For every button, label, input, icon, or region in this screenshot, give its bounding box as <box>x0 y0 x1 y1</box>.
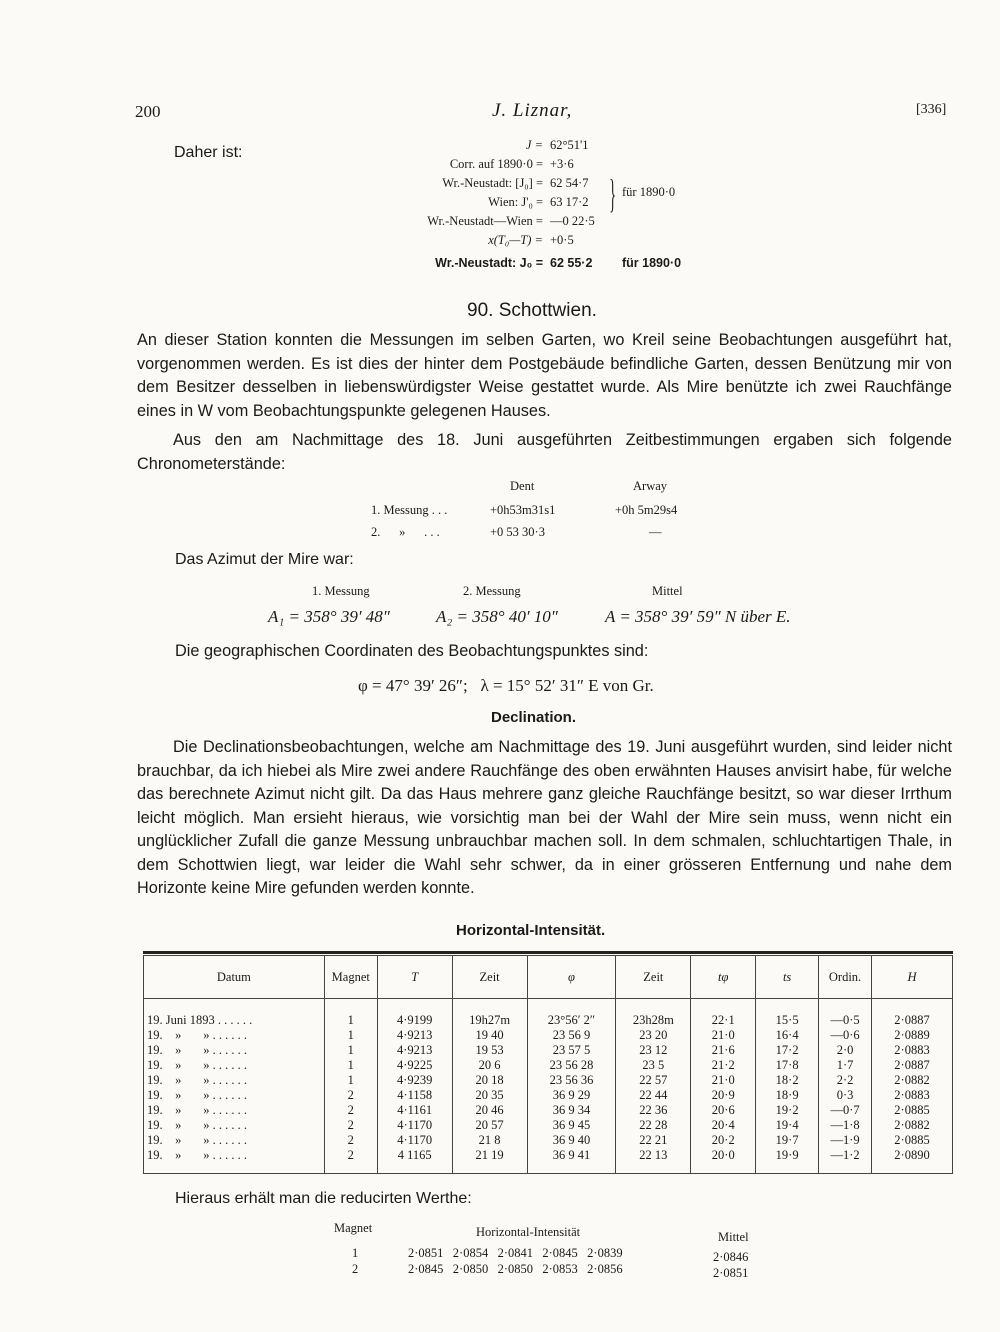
header-zeit: Zeit <box>452 956 527 999</box>
cell-t: 4·1170 <box>377 1118 452 1133</box>
chrono-row-label: 2. » . . . <box>371 525 440 539</box>
header-zeit-2: Zeit <box>616 956 691 999</box>
cell-t-phi: 21·6 <box>691 1043 756 1058</box>
cell-zeit-2: 22 36 <box>616 1103 691 1118</box>
cell-magnet: 1 <box>324 999 377 1029</box>
cell-t: 4 1165 <box>377 1148 452 1174</box>
incl-label: J = <box>525 138 543 152</box>
cell-magnet: 2 <box>324 1118 377 1133</box>
cell-ordin: —0·7 <box>819 1103 872 1118</box>
azimuth-value-2: A₂ = 358° 40′ 10″ <box>436 607 558 626</box>
cell-h: 2·0887 <box>872 1058 953 1073</box>
table-row <box>144 1043 953 1058</box>
reduced-row-mittel: 2·0851 <box>713 1266 749 1280</box>
section-heading: 90. Schottwien. <box>467 300 597 321</box>
cell-t-s: 17·2 <box>756 1043 819 1058</box>
incl-label: Wien: J'₀ = <box>488 195 543 209</box>
cell-h: 2·0889 <box>872 1028 953 1043</box>
azimuth-h3: Mittel <box>652 584 683 598</box>
section-paragraph-1: An dieser Station konnten die Messungen im selben Garten, wo Kreil seine Beobachtungen ausgeführt hat, vorgenommen werden. Es ist dies der hinter dem Postgebäude befindliche Garten, dessen Benützung mir von dem Besitzer desselben in liebenswürdigster Weise gestattet wurde. Als Mire benützte ich zwei Rauchfänge eines in W vom Beobachtungspunkte gelegenen Hauses. <box>137 331 952 420</box>
reduced-h-intens: Horizontal-Intensität <box>476 1225 581 1239</box>
cell-magnet: 1 <box>324 1043 377 1058</box>
reduced-intro: Hieraus erhält man die reducirten Werthe: <box>175 1190 472 1207</box>
cell-zeit-2: 22 44 <box>616 1088 691 1103</box>
azimuth-value-1: A₁ = 358° 39′ 48″ <box>268 607 390 626</box>
incl-label: Wr.-Neustadt—Wien = <box>427 214 543 228</box>
cell-phi: 36 9 41 <box>527 1148 616 1174</box>
cell-t: 4·1161 <box>377 1103 452 1118</box>
cell-magnet: 1 <box>324 1028 377 1043</box>
header-t-s: ts <box>756 956 819 999</box>
cell-magnet: 2 <box>324 1148 377 1174</box>
incl-value: 62 54·7 <box>550 176 589 190</box>
cell-zeit-2: 23h28m <box>616 999 691 1029</box>
cell-ordin: 0·3 <box>819 1088 872 1103</box>
cell-zeit-2: 22 57 <box>616 1073 691 1088</box>
azimuth-h1: 1. Messung <box>312 584 370 598</box>
header-h: H <box>872 956 953 999</box>
cell-datum: 19. » » . . . . . . <box>144 1043 325 1058</box>
cell-h: 2·0882 <box>872 1073 953 1088</box>
chrono-row-arway: — <box>649 525 662 539</box>
cell-phi: 23 56 36 <box>527 1073 616 1088</box>
incl-value: +3·6 <box>550 157 574 171</box>
cell-t-s: 19·2 <box>756 1103 819 1118</box>
cell-t-phi: 20·2 <box>691 1133 756 1148</box>
header-datum: Datum <box>144 956 325 999</box>
incl-label: Wr.-Neustadt: [J₀] = <box>442 176 543 190</box>
table-body <box>144 999 953 1174</box>
cell-t-phi: 20·0 <box>691 1148 756 1174</box>
header-t: T <box>377 956 452 999</box>
cell-t-phi: 21·0 <box>691 1028 756 1043</box>
table-row <box>144 1118 953 1133</box>
cell-t-s: 18·2 <box>756 1073 819 1088</box>
cell-t-s: 19·4 <box>756 1118 819 1133</box>
cell-zeit: 19h27m <box>452 999 527 1029</box>
cell-datum: 19. » » . . . . . . <box>144 1088 325 1103</box>
chrono-row-arway: +0h 5m29s4 <box>615 503 678 517</box>
incl-value: +0·5 <box>550 233 574 247</box>
cell-phi: 36 9 45 <box>527 1118 616 1133</box>
cell-h: 2·0885 <box>872 1133 953 1148</box>
table-row <box>144 1148 953 1174</box>
chrono-row-dent: +0h53m31s1 <box>490 503 556 517</box>
cell-zeit-2: 23 5 <box>616 1058 691 1073</box>
cell-h: 2·0885 <box>872 1103 953 1118</box>
cell-ordin: 2·0 <box>819 1043 872 1058</box>
cell-zeit-2: 22 13 <box>616 1148 691 1174</box>
cell-phi: 23 56 9 <box>527 1028 616 1043</box>
cell-magnet: 1 <box>324 1073 377 1088</box>
cell-t: 4·9225 <box>377 1058 452 1073</box>
table-row <box>144 1133 953 1148</box>
result-label: Wr.-Neustadt: J₀ = <box>435 256 543 270</box>
cell-h: 2·0883 <box>872 1043 953 1058</box>
table-header-row <box>144 956 953 999</box>
declination-paragraph: Die Declinationsbeobachtungen, welche am Nachmittage des 19. Juni ausgeführt wurden, sind leider nicht brauchbar, da ich hiebei als Mire zwei andere Rauchfänge des oben erwähnten Hauses anvisirt habe, für welche das berechnete Azimut nicht gilt. Da das Haus mehrere ganz gleiche Rauchfänge besitzt, so war dieser Irrthum leicht möglich. Man ersieht hieraus, wie vorsichtig man bei der Wahl der Mire sein muss, wenn nicht ein unglücklicher Zufall die ganze Messung unbrauchbar machen soll. In dem schmalen, schluchtartigen Thale, in dem Schottwien liegt, war leider die Wahl sehr schwer, da in einer grösseren Entfernung und nahe dem Horizonte keine Mire gefunden werden konnte. <box>137 738 952 897</box>
table-row <box>144 1028 953 1043</box>
cell-datum: 19. » » . . . . . . <box>144 1058 325 1073</box>
reduced-row-values: 2·0845 2·0850 2·0850 2·0853 2·0856 <box>408 1262 623 1276</box>
cell-ordin: 2·2 <box>819 1073 872 1088</box>
cell-phi: 23 56 28 <box>527 1058 616 1073</box>
cell-t-s: 19·9 <box>756 1148 819 1174</box>
page-reference: [336] <box>916 102 947 117</box>
azimuth-value-mean: A = 358° 39′ 59″ N über E. <box>605 607 791 626</box>
header-phi: φ <box>527 956 616 999</box>
section-paragraph-2: Aus den am Nachmittage des 18. Juni ausgeführten Zeitbestimmungen ergaben sich folgende Chronometerstände: <box>137 431 952 473</box>
reduced-row-values: 2·0851 2·0854 2·0841 2·0845 2·0839 <box>408 1246 623 1260</box>
daher-ist-label: Daher ist: <box>174 144 243 161</box>
cell-ordin: —1·8 <box>819 1118 872 1133</box>
table-row <box>144 1058 953 1073</box>
reduced-h-magnet: Magnet <box>334 1221 373 1235</box>
cell-zeit: 21 8 <box>452 1133 527 1148</box>
cell-t-s: 18·9 <box>756 1088 819 1103</box>
cell-t-phi: 20·6 <box>691 1103 756 1118</box>
cell-t: 4·9199 <box>377 999 452 1029</box>
cell-zeit: 20 46 <box>452 1103 527 1118</box>
cell-t-phi: 21·0 <box>691 1073 756 1088</box>
cell-datum: 19. » » . . . . . . <box>144 1103 325 1118</box>
running-title: J. Liznar, <box>492 100 573 121</box>
cell-ordin: —1·9 <box>819 1133 872 1148</box>
table-top-rule <box>143 951 953 954</box>
cell-t-phi: 20·4 <box>691 1118 756 1133</box>
cell-zeit: 19 53 <box>452 1043 527 1058</box>
cell-t: 4·9213 <box>377 1028 452 1043</box>
result-note: für 1890·0 <box>622 256 682 270</box>
cell-t-s: 19·7 <box>756 1133 819 1148</box>
cell-t-s: 16·4 <box>756 1028 819 1043</box>
cell-ordin: —0·6 <box>819 1028 872 1043</box>
declination-heading: Declination. <box>491 709 577 726</box>
azimuth-h2: 2. Messung <box>463 584 521 598</box>
cell-t-phi: 22·1 <box>691 999 756 1029</box>
cell-t: 4·1158 <box>377 1088 452 1103</box>
cell-phi: 36 9 34 <box>527 1103 616 1118</box>
incl-label: Corr. auf 1890·0 = <box>449 157 543 171</box>
cell-phi: 23°56′ 2″ <box>527 999 616 1029</box>
cell-datum: 19. » » . . . . . . <box>144 1148 325 1174</box>
cell-h: 2·0887 <box>872 999 953 1029</box>
cell-zeit-2: 22 21 <box>616 1133 691 1148</box>
header-magnet: Magnet <box>324 956 377 999</box>
coords-value: φ = 47° 39′ 26″; λ = 15° 52′ 31″ E von Gr. <box>358 676 654 695</box>
reduced-row-mittel: 2·0846 <box>713 1250 749 1264</box>
table-row <box>144 1073 953 1088</box>
cell-magnet: 2 <box>324 1133 377 1148</box>
cell-ordin: —1·2 <box>819 1148 872 1174</box>
cell-zeit: 19 40 <box>452 1028 527 1043</box>
cell-zeit: 20 57 <box>452 1118 527 1133</box>
reduced-row-magnet: 2 <box>352 1262 359 1276</box>
cell-h: 2·0890 <box>872 1148 953 1174</box>
cell-t-phi: 20·9 <box>691 1088 756 1103</box>
header-t-phi: tφ <box>691 956 756 999</box>
chrono-row-label: 1. Messung . . . <box>371 503 448 517</box>
cell-zeit-2: 22 28 <box>616 1118 691 1133</box>
cell-magnet: 2 <box>324 1088 377 1103</box>
brace-note: für 1890·0 <box>622 185 676 199</box>
chrono-col-dent: Dent <box>510 479 535 493</box>
cell-t: 4·9239 <box>377 1073 452 1088</box>
cell-zeit: 21 19 <box>452 1148 527 1174</box>
cell-datum: 19. Juni 1893 . . . . . . <box>144 999 325 1029</box>
cell-ordin: 1·7 <box>819 1058 872 1073</box>
cell-zeit: 20 6 <box>452 1058 527 1073</box>
cell-h: 2·0883 <box>872 1088 953 1103</box>
chrono-row-dent: +0 53 30·3 <box>490 525 545 539</box>
header-ordin: Ordin. <box>819 956 872 999</box>
cell-phi: 36 9 29 <box>527 1088 616 1103</box>
chrono-col-arway: Arway <box>633 479 668 493</box>
cell-t-s: 15·5 <box>756 999 819 1029</box>
reduced-row-magnet: 1 <box>352 1246 359 1260</box>
result-value: 62 55·2 <box>550 256 593 270</box>
cell-t: 4·1170 <box>377 1133 452 1148</box>
cell-ordin: —0·5 <box>819 999 872 1029</box>
cell-zeit: 20 18 <box>452 1073 527 1088</box>
incl-label: x(T₀—T) = <box>488 233 543 247</box>
azimuth-intro: Das Azimut der Mire war: <box>175 551 354 568</box>
cell-t-phi: 21·2 <box>691 1058 756 1073</box>
cell-zeit-2: 23 20 <box>616 1028 691 1043</box>
table-row <box>144 1103 953 1118</box>
brace: } <box>609 171 616 216</box>
cell-datum: 19. » » . . . . . . <box>144 1073 325 1088</box>
reduced-h-mittel: Mittel <box>718 1230 749 1244</box>
incl-value: 62°51'1 <box>550 138 589 152</box>
incl-value: 63 17·2 <box>550 195 589 209</box>
table-row <box>144 999 953 1029</box>
cell-magnet: 2 <box>324 1103 377 1118</box>
cell-datum: 19. » » . . . . . . <box>144 1133 325 1148</box>
table-row <box>144 1088 953 1103</box>
cell-datum: 19. » » . . . . . . <box>144 1028 325 1043</box>
page-number: 200 <box>135 102 161 121</box>
cell-phi: 23 57 5 <box>527 1043 616 1058</box>
cell-datum: 19. » » . . . . . . <box>144 1118 325 1133</box>
cell-magnet: 1 <box>324 1058 377 1073</box>
cell-t-s: 17·8 <box>756 1058 819 1073</box>
cell-t: 4·9213 <box>377 1043 452 1058</box>
cell-zeit: 20 35 <box>452 1088 527 1103</box>
incl-value: —0 22·5 <box>550 214 595 228</box>
table-title: Horizontal-Intensität. <box>456 922 606 939</box>
horizontal-intensity-table <box>143 955 953 1174</box>
cell-zeit-2: 23 12 <box>616 1043 691 1058</box>
cell-h: 2·0882 <box>872 1118 953 1133</box>
cell-phi: 36 9 40 <box>527 1133 616 1148</box>
coords-intro: Die geographischen Coordinaten des Beobachtungspunktes sind: <box>175 642 649 660</box>
